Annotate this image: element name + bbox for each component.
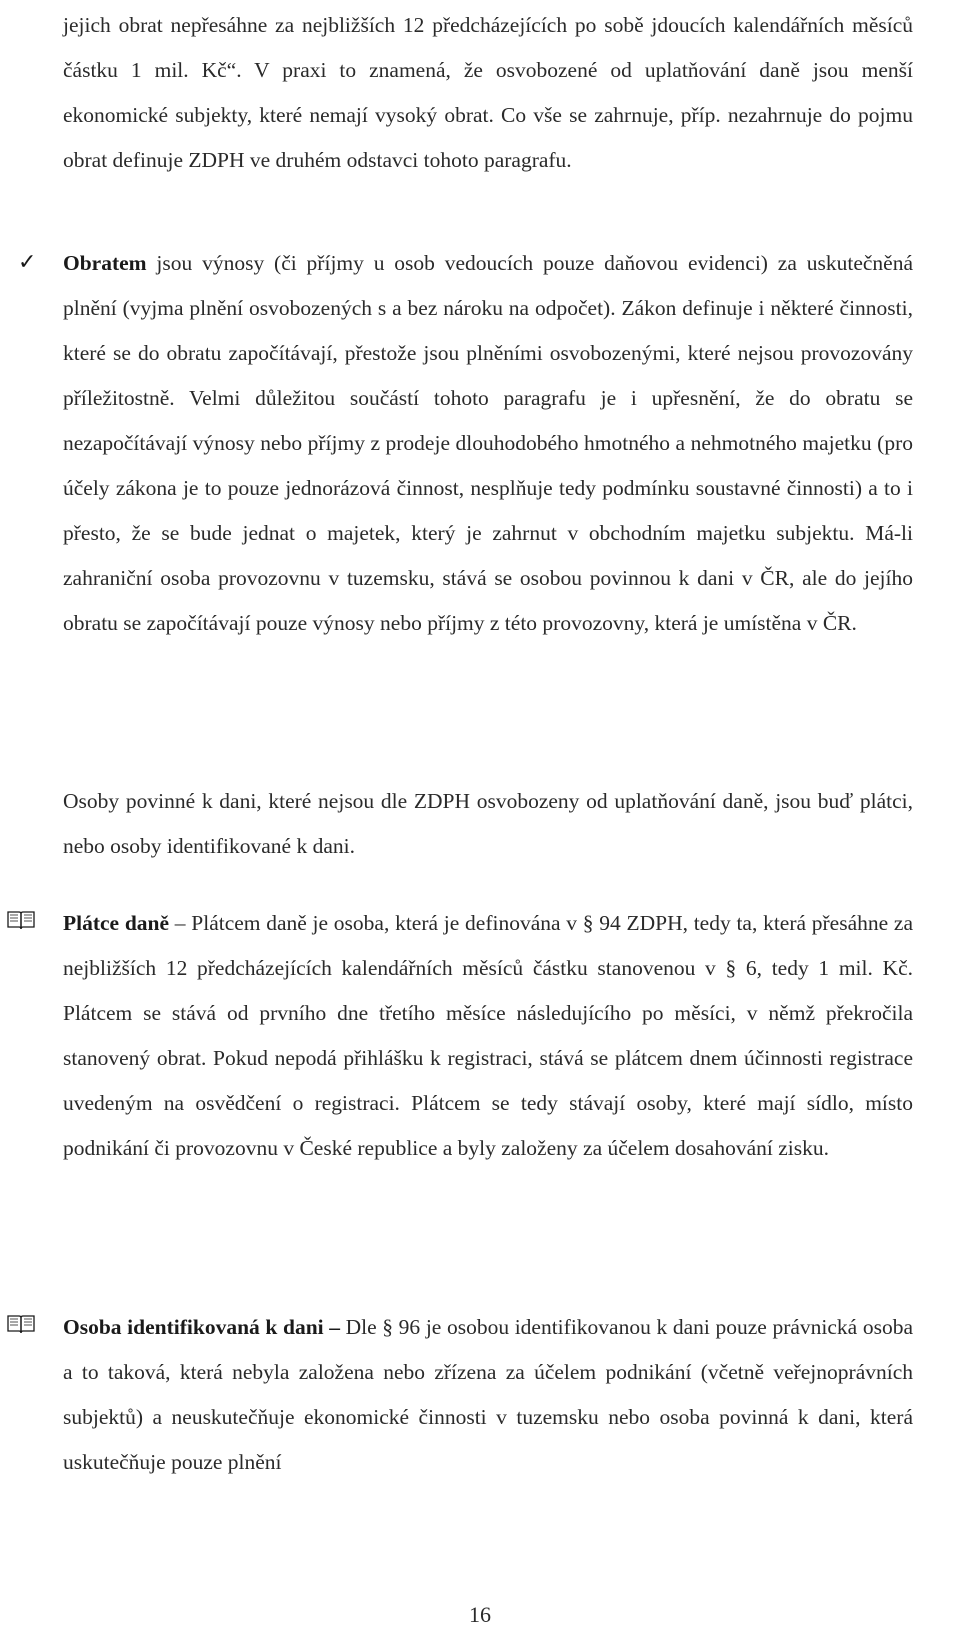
term-obratem: Obratem (63, 251, 147, 275)
identifikovana-text: Dle § 96 je osobou identifikovanou k dani pouze právnická osoba a to taková, která nebyla založena nebo zřízena za účelem podnikání (včetně veřejnoprávních subjektů) a neuskutečňuje ekonomické činnosti v tuzemsku nebo osoba povinná k dani, která uskutečňuje pouze plnění (63, 1315, 913, 1474)
paragraph-intro: jejich obrat nepřesáhne za nejbližších 12 předcházejících po sobě jdoucích kalendářních měsíců částku 1 mil. Kč“. V praxi to znamená, že osvobozené od uplatňování daně jsou menší ekonomické subjekty, které nemají vysoký obrat. Co vše se zahrnuje, příp. nezahrnuje do pojmu obrat definuje ZDPH ve druhém odstavci tohoto paragrafu. (63, 13, 913, 172)
paragraph-osoby-povinne: Osoby povinné k dani, které nejsou dle ZDPH osvobozeny od uplatňování daně, jsou buď plátci, nebo osoby identifikované k dani. (63, 789, 913, 858)
paragraph-platce-dane (63, 901, 913, 1171)
paragraph-obrat (63, 241, 913, 646)
platce-text: – Plátcem daně je osoba, která je definována v § 94 ZDPH, tedy ta, která přesáhne za nejbližších 12 předcházejících kalendářních měsíců částku stanovenou v § 6, tedy 1 mil. Kč. Plátcem se stává od prvního dne třetího měsíce následujícího po měsíci, v němž překročila stanovený obrat. Pokud nepodá přihlášku k registraci, stává se plátcem dnem účinnosti registrace uvedeným na osvědčení o registraci. Plátcem se tedy stávají osoby, které mají sídlo, místo podnikání či provozovnu v České republice a byly založeny za účelem dosahování zisku. (63, 911, 913, 1160)
paragraph-osoba-identifikovana (63, 1305, 913, 1485)
book-icon (6, 1313, 36, 1335)
term-osoba-identifikovana: Osoba identifikovaná k dani – (63, 1315, 341, 1339)
page-number: 16 (469, 1602, 491, 1627)
term-platce-dane: Plátce daně (63, 911, 170, 935)
book-icon (6, 909, 36, 931)
obrat-text: jsou výnosy (či příjmy u osob vedoucích pouze daňovou evidenci) za uskutečněná plnění (vyjma plnění osvobozených s a bez nároku na odpočet). Zákon definuje i některé činnosti, které se do obratu započítávají, přestože jsou plněními osvobozenými, které nejsou provozovány příležitostně. Velmi důležitou součástí tohoto paragrafu je i upřesnění, že do obratu se nezapočítávají výnosy nebo příjmy z prodeje dlouhodobého hmotného a nehmotného majetku (pro účely zákona je to pouze jednorázová činnost, nesplňuje tedy podmínku soustavné činnosti) a to i přesto, že se bude jednat o majetek, který je zahrnut v obchodním majetku subjektu. Má-li zahraniční osoba provozovnu v tuzemsku, stává se osobou povinnou k dani v ČR, ale do jejího obratu se započítávají pouze výnosy nebo příjmy z této provozovny, která je umístěna v ČR. (63, 251, 913, 635)
checkmark-icon: ✓ (18, 250, 37, 275)
